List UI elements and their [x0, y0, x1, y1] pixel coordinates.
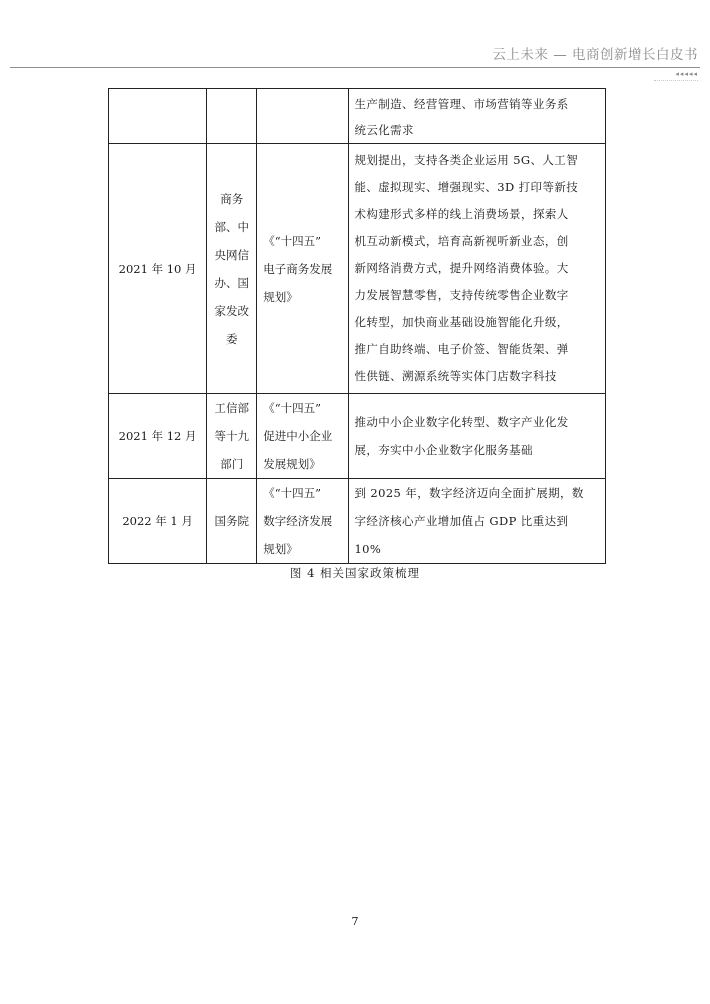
content-line: 能、虚拟现实、增强现实、3D 打印等新技	[354, 180, 579, 194]
policy-name-line: 规划》	[263, 289, 298, 304]
policy-name-line: 发展规划》	[263, 457, 321, 471]
dept-line: 商务	[220, 191, 244, 206]
policy-name-line: 《“十四五”	[263, 486, 322, 500]
content-line: 到 2025 年，数字经济迈向全面扩展期，数	[354, 486, 584, 500]
dept-line: 国务院	[214, 514, 249, 528]
content-line: 10%	[354, 542, 382, 556]
table-row	[109, 479, 606, 564]
date-text: 2021 年 12 月	[118, 429, 197, 443]
content-line: 化转型，加快商业基础设施智能化升级，	[354, 315, 569, 329]
policy-name-line: 《“十四五”	[263, 401, 322, 415]
header-title: 云上未来 — 电商创新增长白皮书	[492, 47, 698, 63]
header-sub-rule	[654, 80, 698, 83]
policy-name-line: 电子商务发展	[263, 261, 333, 276]
policy-name-line: 数字经济发展	[263, 514, 333, 528]
dept-cell	[207, 144, 257, 394]
policy-name-cell	[257, 394, 349, 479]
content-line: 推动中小企业数字化转型、数字产业化发	[354, 415, 569, 429]
content-line: 术构建形式多样的线上消费场景，探索人	[354, 207, 569, 221]
content-line: 展，夯实中小企业数字化服务基础	[354, 443, 533, 457]
policy-name-cell	[257, 479, 349, 564]
policy-name-cell	[257, 144, 349, 394]
content-line: 统云化需求	[354, 122, 414, 137]
page-number: 7	[351, 915, 359, 928]
policy-name-line: 《“十四五”	[263, 233, 322, 248]
content-line: 机互动新模式，培育高新视听新业态，创	[354, 234, 569, 248]
dept-line: 家发改	[214, 303, 249, 318]
content-cell	[349, 479, 606, 564]
dept-cell	[207, 479, 257, 564]
dept-cell	[207, 394, 257, 479]
dept-line: 工信部	[214, 401, 249, 415]
header-divider	[10, 67, 700, 68]
date-text: 2022 年 1 月	[122, 514, 193, 528]
policy-table	[108, 88, 606, 564]
content-cell	[349, 89, 606, 144]
content-cell	[349, 394, 606, 479]
dept-line: 办、国	[214, 275, 249, 290]
content-line: 力发展智慧零售，支持传统零售企业数字	[354, 288, 569, 302]
content-line: 新网络消费方式，提升网络消费体验。大	[354, 261, 569, 275]
date-cell	[109, 394, 207, 479]
policy-name-line: 促进中小企业	[263, 429, 333, 443]
table-row	[109, 394, 606, 479]
header-arrow-marks: ◂◂◂◂◂	[675, 70, 698, 78]
content-line: 生产制造、经营管理、市场营销等业务系	[354, 96, 569, 111]
dept-cell	[207, 89, 257, 144]
table-row	[109, 144, 606, 394]
date-cell	[109, 144, 207, 394]
dept-line: 部、中	[214, 219, 249, 234]
dept-line: 央网信	[214, 247, 249, 262]
date-cell	[109, 479, 207, 564]
dept-line: 部门	[220, 457, 244, 471]
content-cell	[349, 144, 606, 394]
figure-caption: 图 4 相关国家政策梳理	[289, 566, 421, 580]
policy-name-cell	[257, 89, 349, 144]
content-line: 性供链、溯源系统等实体门店数字科技	[354, 369, 557, 383]
dept-line: 委	[225, 331, 238, 346]
content-line: 规划提出，支持各类企业运用 5G、人工智	[354, 153, 579, 167]
date-cell	[109, 89, 207, 144]
content-line: 字经济核心产业增加值占 GDP 比重达到	[354, 514, 569, 528]
policy-name-line: 规划》	[263, 542, 298, 556]
table-row	[109, 89, 606, 144]
dept-line: 等十九	[214, 429, 249, 443]
content-line: 推广自助终端、电子价签、智能货架、弹	[354, 342, 569, 356]
date-text: 2021 年 10 月	[118, 261, 197, 276]
